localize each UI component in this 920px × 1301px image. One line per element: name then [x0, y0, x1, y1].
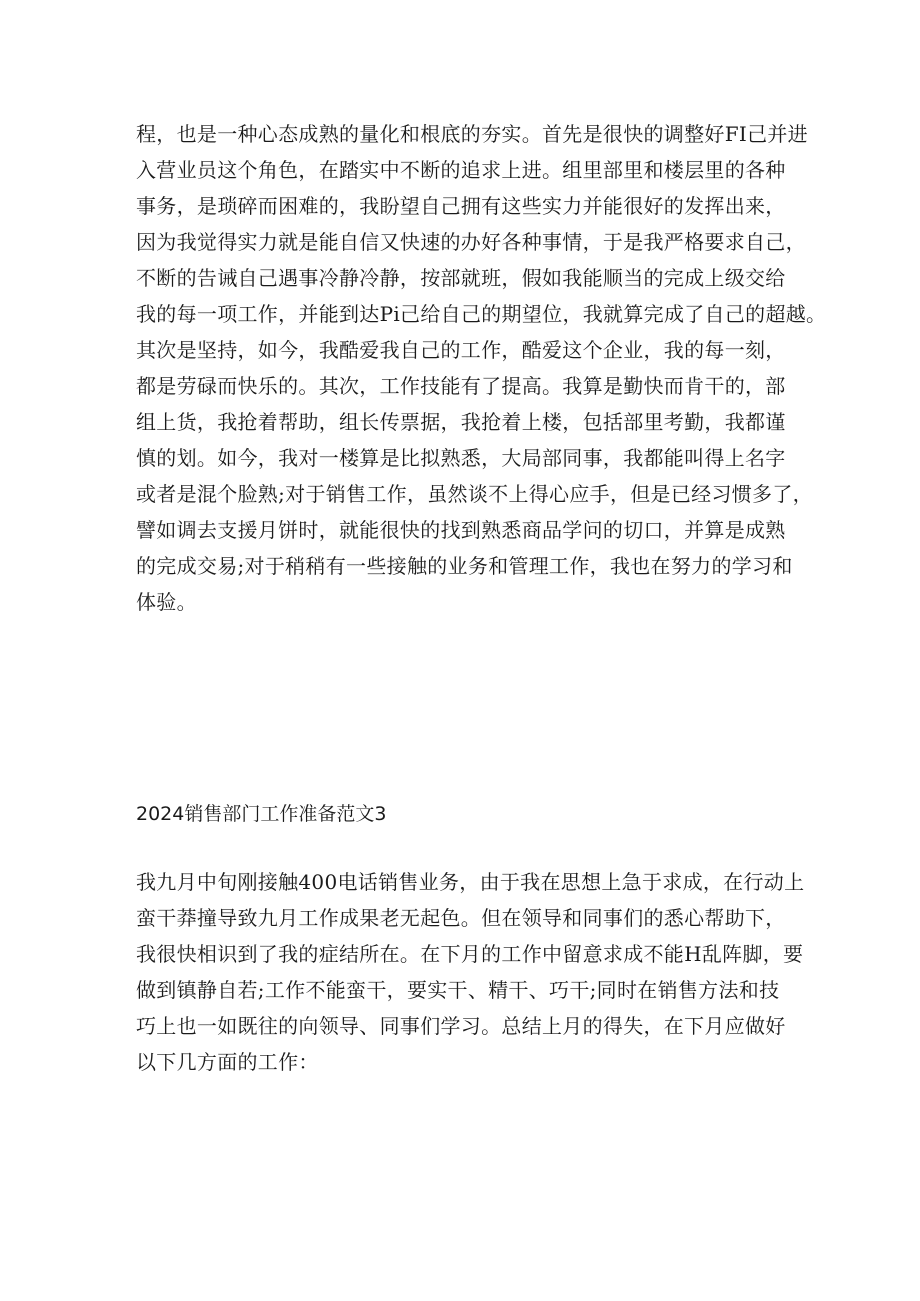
text-line: 巧上也一如既往的向领导、同事们学习。总结上月的得失，在下月应做好	[136, 1014, 786, 1038]
text-line: 蛮干莽撞导致九月工作成果老无起色。但在领导和同事们的悉心帮助下，	[136, 906, 786, 930]
text-line: 我很快相识到了我的症结所在。在下月的工作中留意求成不能H乱阵脚，要	[136, 942, 804, 966]
text-line: 组上货，我抢着帮助，组长传票据，我抢着上楼，包括部里考勤，我都谨	[136, 410, 786, 434]
text-line: 都是劳碌而快乐的。其次，工作技能有了提高。我算是勤快而肯干的，部	[136, 374, 786, 398]
text-line: 以下几方面的工作：	[136, 1050, 319, 1074]
text-line: 我的每一项工作，并能到达Pi己给自己的期望位，我就算完成了自己的超越。	[136, 302, 827, 326]
text-line: 我九月中旬刚接触400电话销售业务，由于我在思想上急于求成，在行动上	[136, 870, 805, 894]
text-line: 做到镇静自若;工作不能蛮干，要实干、精干、巧干;同时在销售方法和技	[136, 978, 780, 1002]
text-line: 或者是混个脸熟;对于销售工作，虽然谈不上得心应手，但是已经习惯多了，	[136, 482, 813, 506]
text-line: 其次是坚持，如今，我酷爱我自己的工作，酷爱这个企业，我的每一刻，	[136, 338, 786, 362]
section-heading-text: 2024销售部门工作准备范文3	[136, 803, 387, 825]
text-line: 因为我觉得实力就是能自信又快速的办好各种事情，于是我严格要求自己，	[136, 230, 806, 254]
text-line: 程，也是一种心态成熟的量化和根底的夯实。首先是很快的调整好FI己并进	[136, 122, 808, 146]
text-line: 譬如调去支援月饼时，就能很快的找到熟悉商品学问的切口，并算是成熟	[136, 518, 786, 542]
text-line: 慎的划。如今，我对一楼算是比拟熟悉，大局部同事，我都能叫得上名字	[136, 446, 786, 470]
text-line: 的完成交易;对于稍稍有一些接触的业务和管理工作，我也在努力的学习和	[136, 554, 793, 578]
paragraph-2	[136, 864, 805, 1080]
text-line: 入营业员这个角色，在踏实中不断的追求上进。组里部里和楼层里的各种	[136, 158, 786, 182]
section-heading	[136, 796, 796, 832]
text-line: 不断的告诫自己遇事冷静冷静，按部就班，假如我能顺当的完成上级交给	[136, 266, 786, 290]
text-line: 事务，是琐碎而困难的，我盼望自己拥有这些实力并能很好的发挥出来，	[136, 194, 786, 218]
text-line: 体验。	[136, 590, 197, 614]
paragraph-1	[136, 116, 827, 620]
